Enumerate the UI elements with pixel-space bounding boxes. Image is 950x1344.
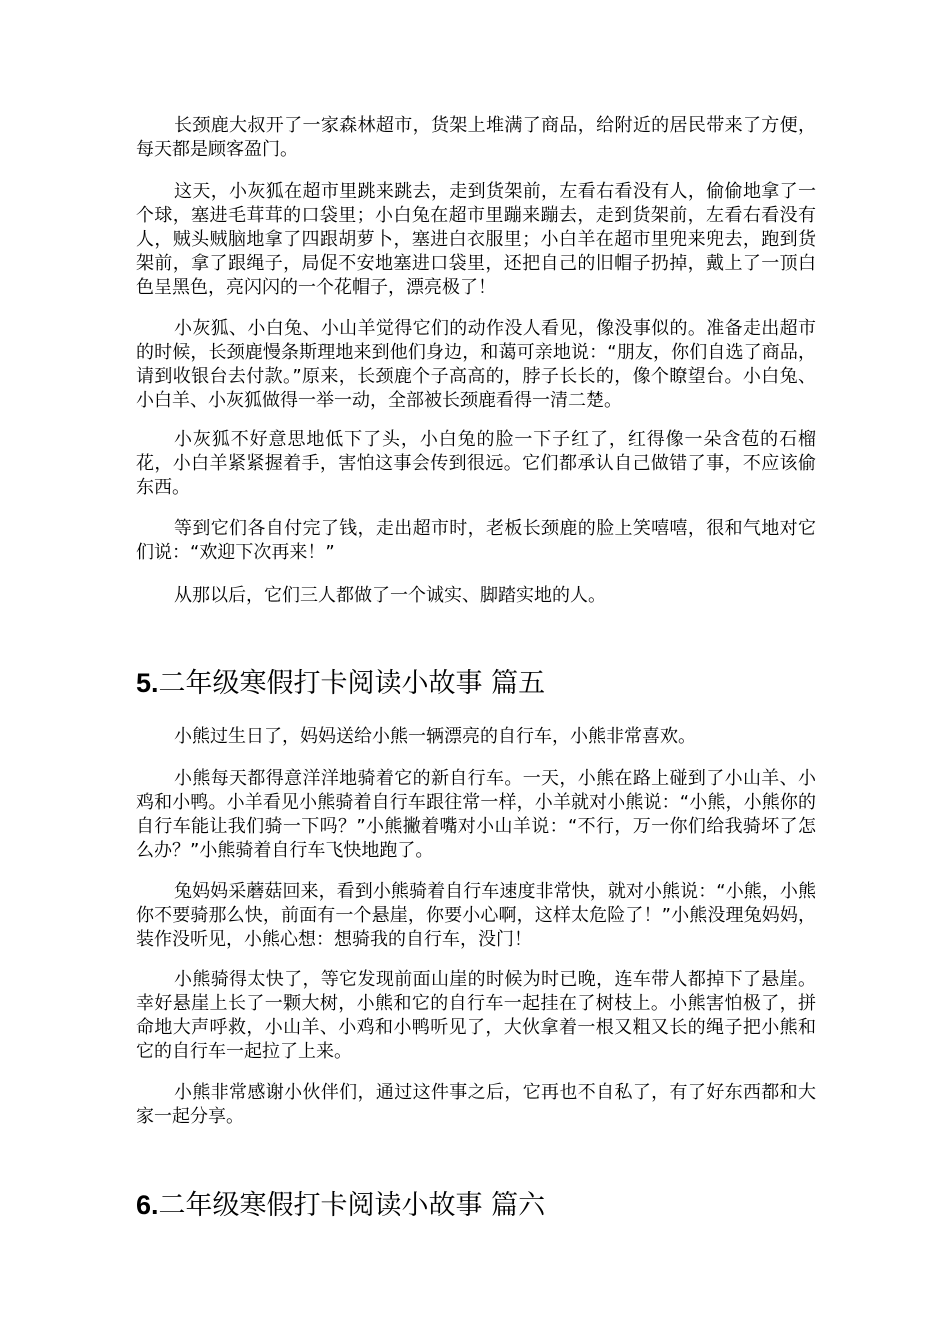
story-paragraph: 长颈鹿大叔开了一家森林超市，货架上堆满了商品，给附近的居民带来了方便，每天都是顾客盈门。 [136, 115, 816, 160]
section-title: 二年级寒假打卡阅读小故事 篇五 [158, 668, 546, 699]
story-paragraph: 兔妈妈采蘑菇回来，看到小熊骑着自行车速度非常快，就对小熊说：“小熊，小熊你不要骑那么快，前面有一个悬崖，你要小心啊，这样太危险了！”小熊没理兔妈妈，装作没听见，小熊心想：想骑我的自行车，没门！ [136, 881, 816, 950]
story-paragraph: 小灰狐不好意思地低下了头，小白兔的脸一下子红了，红得像一朵含苞的石榴花，小白羊紧紧握着手，害怕这事会传到很远。它们都承认自己做错了事，不应该偷东西。 [136, 429, 816, 498]
section-number: 6. [136, 1190, 159, 1220]
section-number: 5. [136, 668, 159, 698]
section-title: 二年级寒假打卡阅读小故事 篇六 [158, 1190, 546, 1221]
story-paragraph: 等到它们各自付完了钱，走出超市时，老板长颈鹿的脸上笑嘻嘻，很和气地对它们说：“欢迎下次再来！” [136, 518, 816, 563]
story-paragraph: 从那以后，它们三人都做了一个诚实、脚踏实地的人。 [174, 585, 606, 606]
story-paragraph: 小熊每天都得意洋洋地骑着它的新自行车。一天，小熊在路上碰到了小山羊、小鸡和小鸭。小羊看见小熊骑着自行车跟往常一样，小羊就对小熊说：“小熊，小熊你的自行车能让我们骑一下吗？”小熊撇着嘴对小山羊说：“不行，万一你们给我骑坏了怎么办？”小熊骑着自行车飞快地跑了。 [136, 768, 816, 861]
section-heading-6 [136, 1188, 816, 1223]
story-paragraph: 小熊非常感谢小伙伴们，通过这件事之后，它再也不自私了，有了好东西都和大家一起分享。 [136, 1082, 816, 1127]
story-paragraph: 小熊骑得太快了，等它发现前面山崖的时候为时已晚，连车带人都掉下了悬崖。幸好悬崖上长了一颗大树，小熊和它的自行车一起挂在了树枝上。小熊害怕极了，拼命地大声呼救，小山羊、小鸡和小鸭听见了，大伙拿着一根又粗又长的绳子把小熊和它的自行车一起拉了上来。 [136, 969, 816, 1062]
section-heading-5 [136, 666, 816, 701]
story-paragraph: 小灰狐、小白兔、小山羊觉得它们的动作没人看见，像没事似的。准备走出超市的时候，长颈鹿慢条斯理地来到他们身边，和蔼可亲地说：“朋友，你们自选了商品，请到收银台去付款。”原来，长颈鹿个子高高的，脖子长长的，像个瞭望台。小白兔、小白羊、小灰狐做得一举一动，全部被长颈鹿看得一清二楚。 [136, 318, 816, 411]
story-paragraph: 这天，小灰狐在超市里跳来跳去，走到货架前，左看右看没有人，偷偷地拿了一个球，塞进毛茸茸的口袋里；小白兔在超市里蹦来蹦去，走到货架前，左看右看没有人，贼头贼脑地拿了四跟胡萝卜，塞进白衣服里；小白羊在超市里兜来兜去，跑到货架前，拿了跟绳子，局促不安地塞进口袋里，还把自己的旧帽子扔掉，戴上了一顶白色呈黑色，亮闪闪的一个花帽子，漂亮极了！ [136, 181, 816, 298]
story-paragraph: 小熊过生日了，妈妈送给小熊一辆漂亮的自行车，小熊非常喜欢。 [174, 726, 696, 747]
